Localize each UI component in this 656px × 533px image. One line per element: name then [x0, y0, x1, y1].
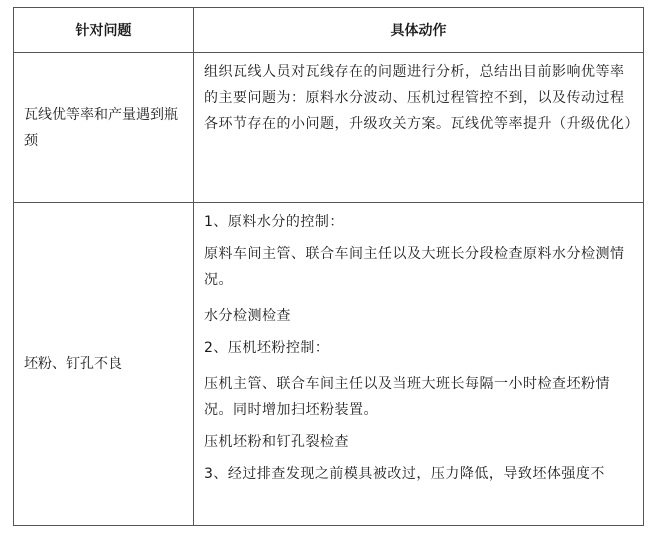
action-step-heading: 2、压机坯粉控制：	[204, 340, 330, 356]
issue-cell: 坯粉、钉孔不良	[14, 203, 194, 526]
issue-cell: 瓦线优等率和产量遇到瓶颈	[14, 53, 194, 203]
action-step-heading: 3、经过排查发现之前模具被改过，压力降低，导致坯体强度不	[204, 466, 605, 482]
action-cell	[194, 203, 644, 526]
table-header-row	[14, 8, 644, 53]
action-plan-table	[13, 7, 644, 526]
action-paragraph: 压机主管、联合车间主任以及当班大班长每隔一小时检查坯粉情况。同时增加扫坯粉装置。	[204, 376, 610, 418]
action-check-label: 压机坯粉和钉孔裂检查	[204, 434, 349, 450]
action-paragraph: 原料车间主管、联合车间主任以及大班长分段检查原料水分检测情况。	[204, 246, 625, 288]
header-issue: 针对问题	[14, 8, 194, 53]
action-cell	[194, 53, 644, 203]
action-step-heading: 1、原料水分的控制：	[204, 214, 344, 230]
action-check-label: 水分检测检查	[204, 308, 291, 324]
header-action: 具体动作	[194, 8, 644, 53]
action-paragraph: 组织瓦线人员对瓦线存在的问题进行分析，总结出目前影响优等率的主要问题为：原料水分波动、压机过程管控不到，以及传动过程各环节存在的小问题，升级攻关方案。瓦线优等率提升（升级优化）	[204, 64, 639, 132]
table-row	[14, 53, 644, 203]
table-row	[14, 203, 644, 526]
